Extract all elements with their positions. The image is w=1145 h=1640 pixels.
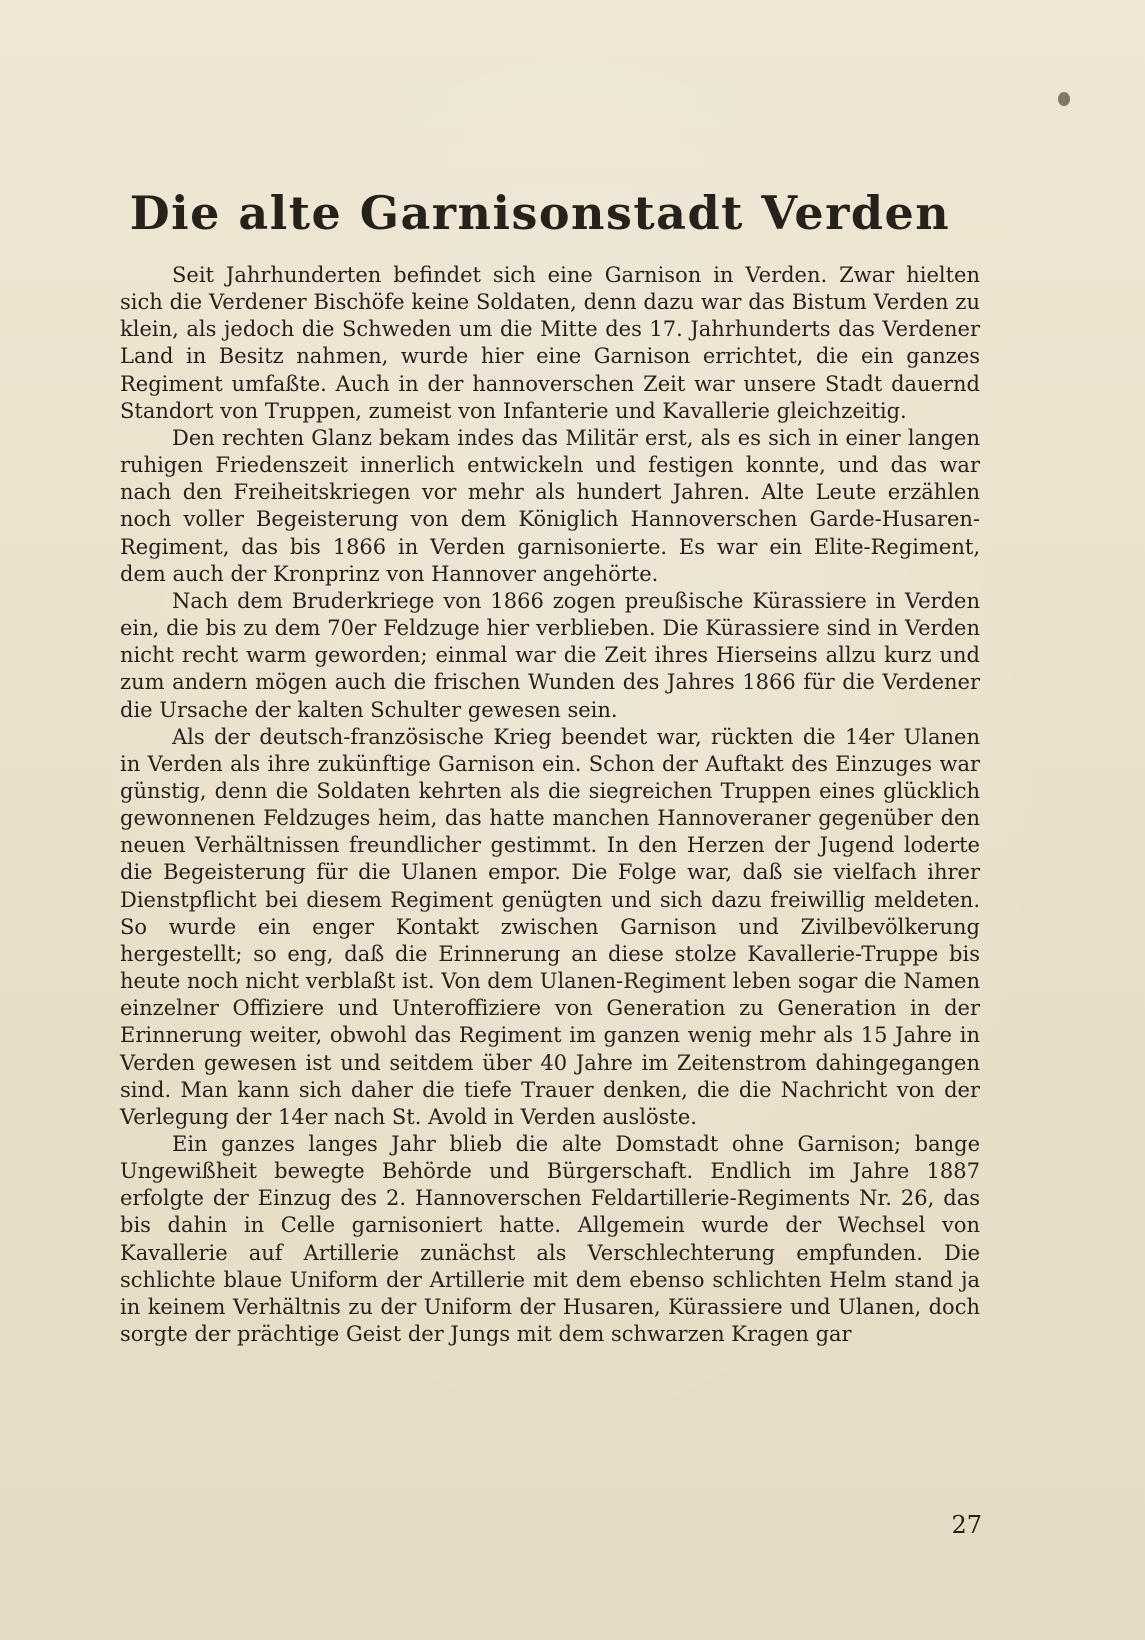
paragraph: Als der deutsch-französische Krieg beendet war, rückten die 14er Ulanen in Verden als ihre zukünftige Garnison ein. Schon der Auftakt des Einzuges war günstig, denn die Soldaten kehrten als die siegreichen Truppen eines glücklich gewonnenen Feldzuges heim, das hatte manchen Hannoveraner gegenüber den neuen Verhältnissen freundlicher gestimmt. In den Herzen der Jugend loderte die Begeisterung für die Ulanen empor. Die Folge war, daß sie vielfach ihrer Dienstpflicht bei diesem Regiment genügten und sich dazu freiwillig meldeten. So wurde ein enger Kontakt zwischen Garnison und Zivilbevölkerung hergestellt; so eng, daß die Erinnerung an diese stolze Kavallerie-Truppe bis heute noch nicht verblaßt ist. Von dem Ulanen-Regiment leben sogar die Namen einzelner Offiziere und Unteroffiziere von Generation zu Generation in der Erinnerung weiter, obwohl das Regiment im ganzen wenig mehr als 15 Jahre in Verden gewesen ist und seitdem über 40 Jahre im Zeitenstrom dahingegangen sind. Man kann sich daher die tiefe Trauer denken, die die Nachricht von der Verlegung der 14er nach St. Avold in Verden auslöste. bbox=[120, 724, 980, 1129]
paragraph: Seit Jahrhunderten befindet sich eine Garnison in Verden. Zwar hielten sich die Verdener Bischöfe keine Soldaten, denn dazu war das Bistum Verden zu klein, als jedoch die Schweden um die Mitte des 17. Jahrhunderts das Verdener Land in Besitz nahmen, wurde hier eine Garnison errichtet, die ein ganzes Regiment umfaßte. Auch in der hannoverschen Zeit war unsere Stadt dauernd Standort von Truppen, zumeist von Infanterie und Kavallerie gleichzeitig. bbox=[120, 263, 980, 423]
chapter-title: Die alte Garnisonstadt Verden bbox=[129, 186, 951, 240]
page-number: 27 bbox=[951, 1511, 982, 1539]
body-text bbox=[120, 262, 980, 1348]
paragraph: Nach dem Bruderkriege von 1866 zogen preußische Kürassiere in Verden ein, die bis zu dem 70er Feldzuge hier verblieben. Die Kürassiere sind in Verden nicht recht warm geworden; einmal war die Zeit ihres Hierseins allzu kurz und zum andern mögen auch die frischen Wunden des Jahres 1866 für die Verdener die Ursache der kalten Schulter gewesen sein. bbox=[120, 588, 980, 722]
paragraph: Den rechten Glanz bekam indes das Militär erst, als es sich in einer langen ruhigen Friedenszeit innerlich entwickeln und festigen konnte, und das war nach den Freiheitskriegen vor mehr als hundert Jahren. Alte Leute erzählen noch voller Begeisterung von dem Königlich Hannoverschen Garde-Husaren-Regiment, das bis 1866 in Verden garnisonierte. Es war ein Elite-Regiment, dem auch der Kronprinz von Hannover angehörte. bbox=[120, 425, 980, 586]
paragraph: Ein ganzes langes Jahr blieb die alte Domstadt ohne Garnison; bange Ungewißheit bewegte Behörde und Bürgerschaft. Endlich im Jahre 1887 erfolgte der Einzug des 2. Hannoverschen Feldartillerie-Regiments Nr. 26, das bis dahin in Celle garnisoniert hatte. Allgemein wurde der Wechsel von Kavallerie auf Artillerie zunächst als Verschlechterung empfunden. Die schlichte blaue Uniform der Artillerie mit dem ebenso schlichten Helm stand ja in keinem Verhältnis zu der Uniform der Husaren, Kürassiere und Ulanen, doch sorgte der prächtige Geist der Jungs mit dem schwarzen Kragen gar bbox=[120, 1132, 980, 1347]
paper-stain bbox=[1058, 92, 1070, 106]
